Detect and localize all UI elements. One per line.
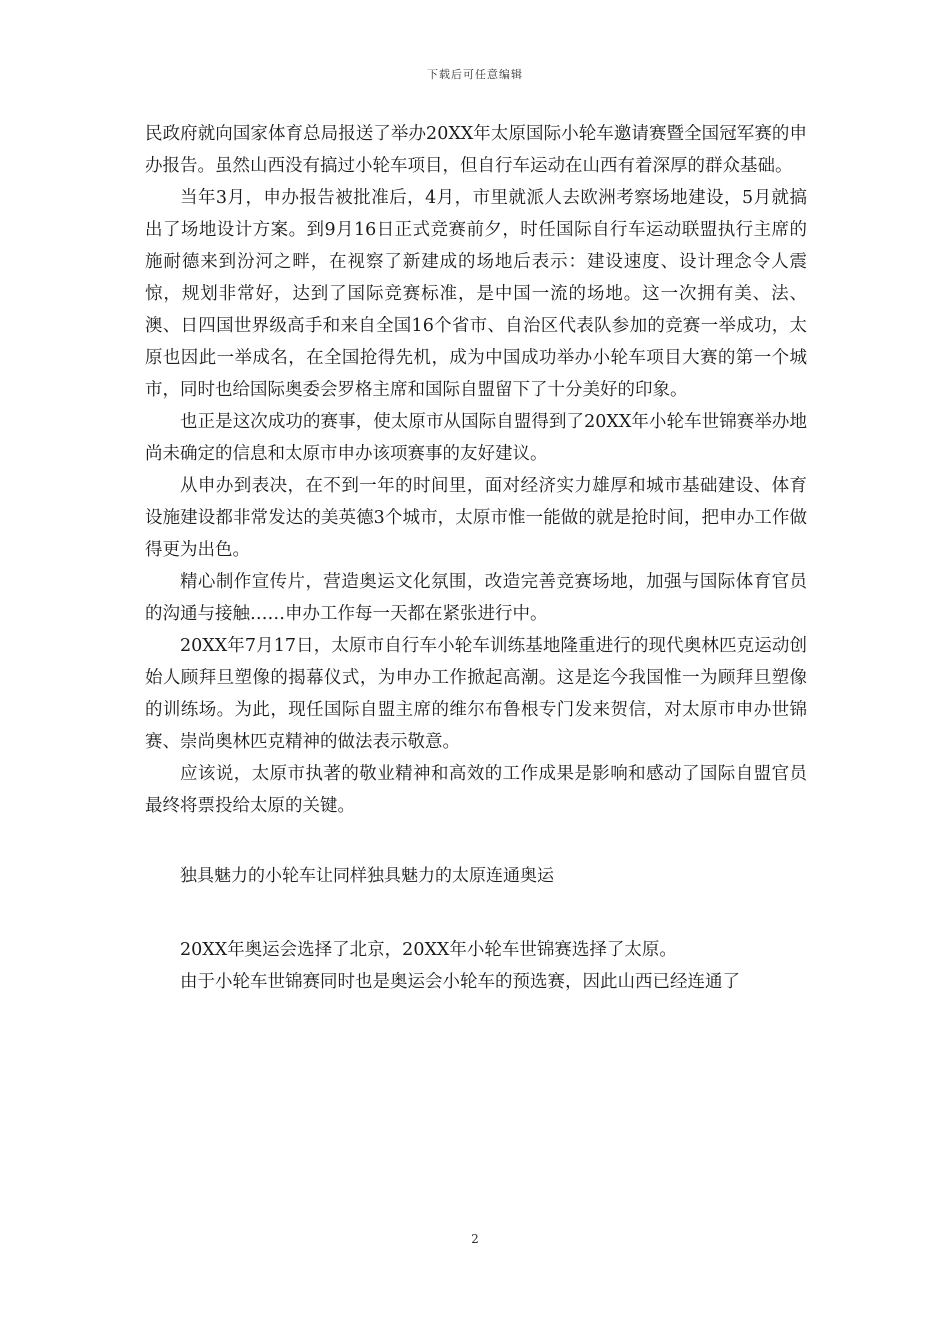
- paragraph-5: 精心制作宣传片，营造奥运文化氛围，改造完善竞赛场地，加强与国际体育官员的沟通与接触……申办工作每一天都在紧张进行中。: [145, 572, 807, 624]
- paragraph-3: 也正是这次成功的赛事，使太原市从国际自盟得到了20XX年小轮车世锦赛举办地尚未确定的信息和太原市申办该项赛事的友好建议。: [145, 412, 807, 464]
- paragraph-4: 从申办到表决，在不到一年的时间里，面对经济实力雄厚和城市基础建设、体育设施建设都非常发达的美英德3个城市，太原市惟一能做的就是抢时间，把申办工作做得更为出色。: [145, 476, 807, 560]
- page-number: 2: [471, 1232, 479, 1246]
- paragraph-7: 应该说，太原市执著的敬业精神和高效的工作成果是影响和感动了国际自盟官员最终将票投给太原的关键。: [145, 764, 807, 816]
- document-body: [145, 118, 807, 998]
- paragraph-6: 20XX年7月17日，太原市自行车小轮车训练基地隆重进行的现代奥林匹克运动创始人顾拜旦塑像的揭幕仪式，为申办工作掀起高潮。这是迄今我国惟一为顾拜旦塑像的训练场。为此，现任国际自盟主席的维尔布鲁根专门发来贺信，对太原市申办世锦赛、崇尚奥林匹克精神的做法表示敬意。: [145, 636, 807, 752]
- paragraph-2: 当年3月，申办报告被批准后，4月，市里就派人去欧洲考察场地建设，5月就搞出了场地设计方案。到9月16日正式竞赛前夕，时任国际自行车运动联盟执行主席的施耐德来到汾河之畔，在视察了新建成的场地后表示：建设速度、设计理念令人震惊，规划非常好，达到了国际竞赛标准，是中国一流的场地。这一次拥有美、法、澳、日四国世界级高手和来自全国16个省市、自治区代表队参加的竞赛一举成功，太原也因此一举成名，在全国抢得先机，成为中国成功举办小轮车项目大赛的第一个城市，同时也给国际奥委会罗格主席和国际自盟留下了十分美好的印象。: [145, 188, 807, 400]
- section-heading: 独具魅力的小轮车让同样独具魅力的太原连通奥运: [180, 866, 554, 886]
- paragraph-8: 20XX年奥运会选择了北京，20XX年小轮车世锦赛选择了太原。: [180, 940, 677, 960]
- paragraph-9: 由于小轮车世锦赛同时也是奥运会小轮车的预选赛，因此山西已经连通了: [180, 972, 740, 992]
- page-header: 下载后可任意编辑: [427, 68, 523, 81]
- paragraph-1: 民政府就向国家体育总局报送了举办20XX年太原国际小轮车邀请赛暨全国冠军赛的申办报告。虽然山西没有搞过小轮车项目，但自行车运动在山西有着深厚的群众基础。: [145, 124, 807, 176]
